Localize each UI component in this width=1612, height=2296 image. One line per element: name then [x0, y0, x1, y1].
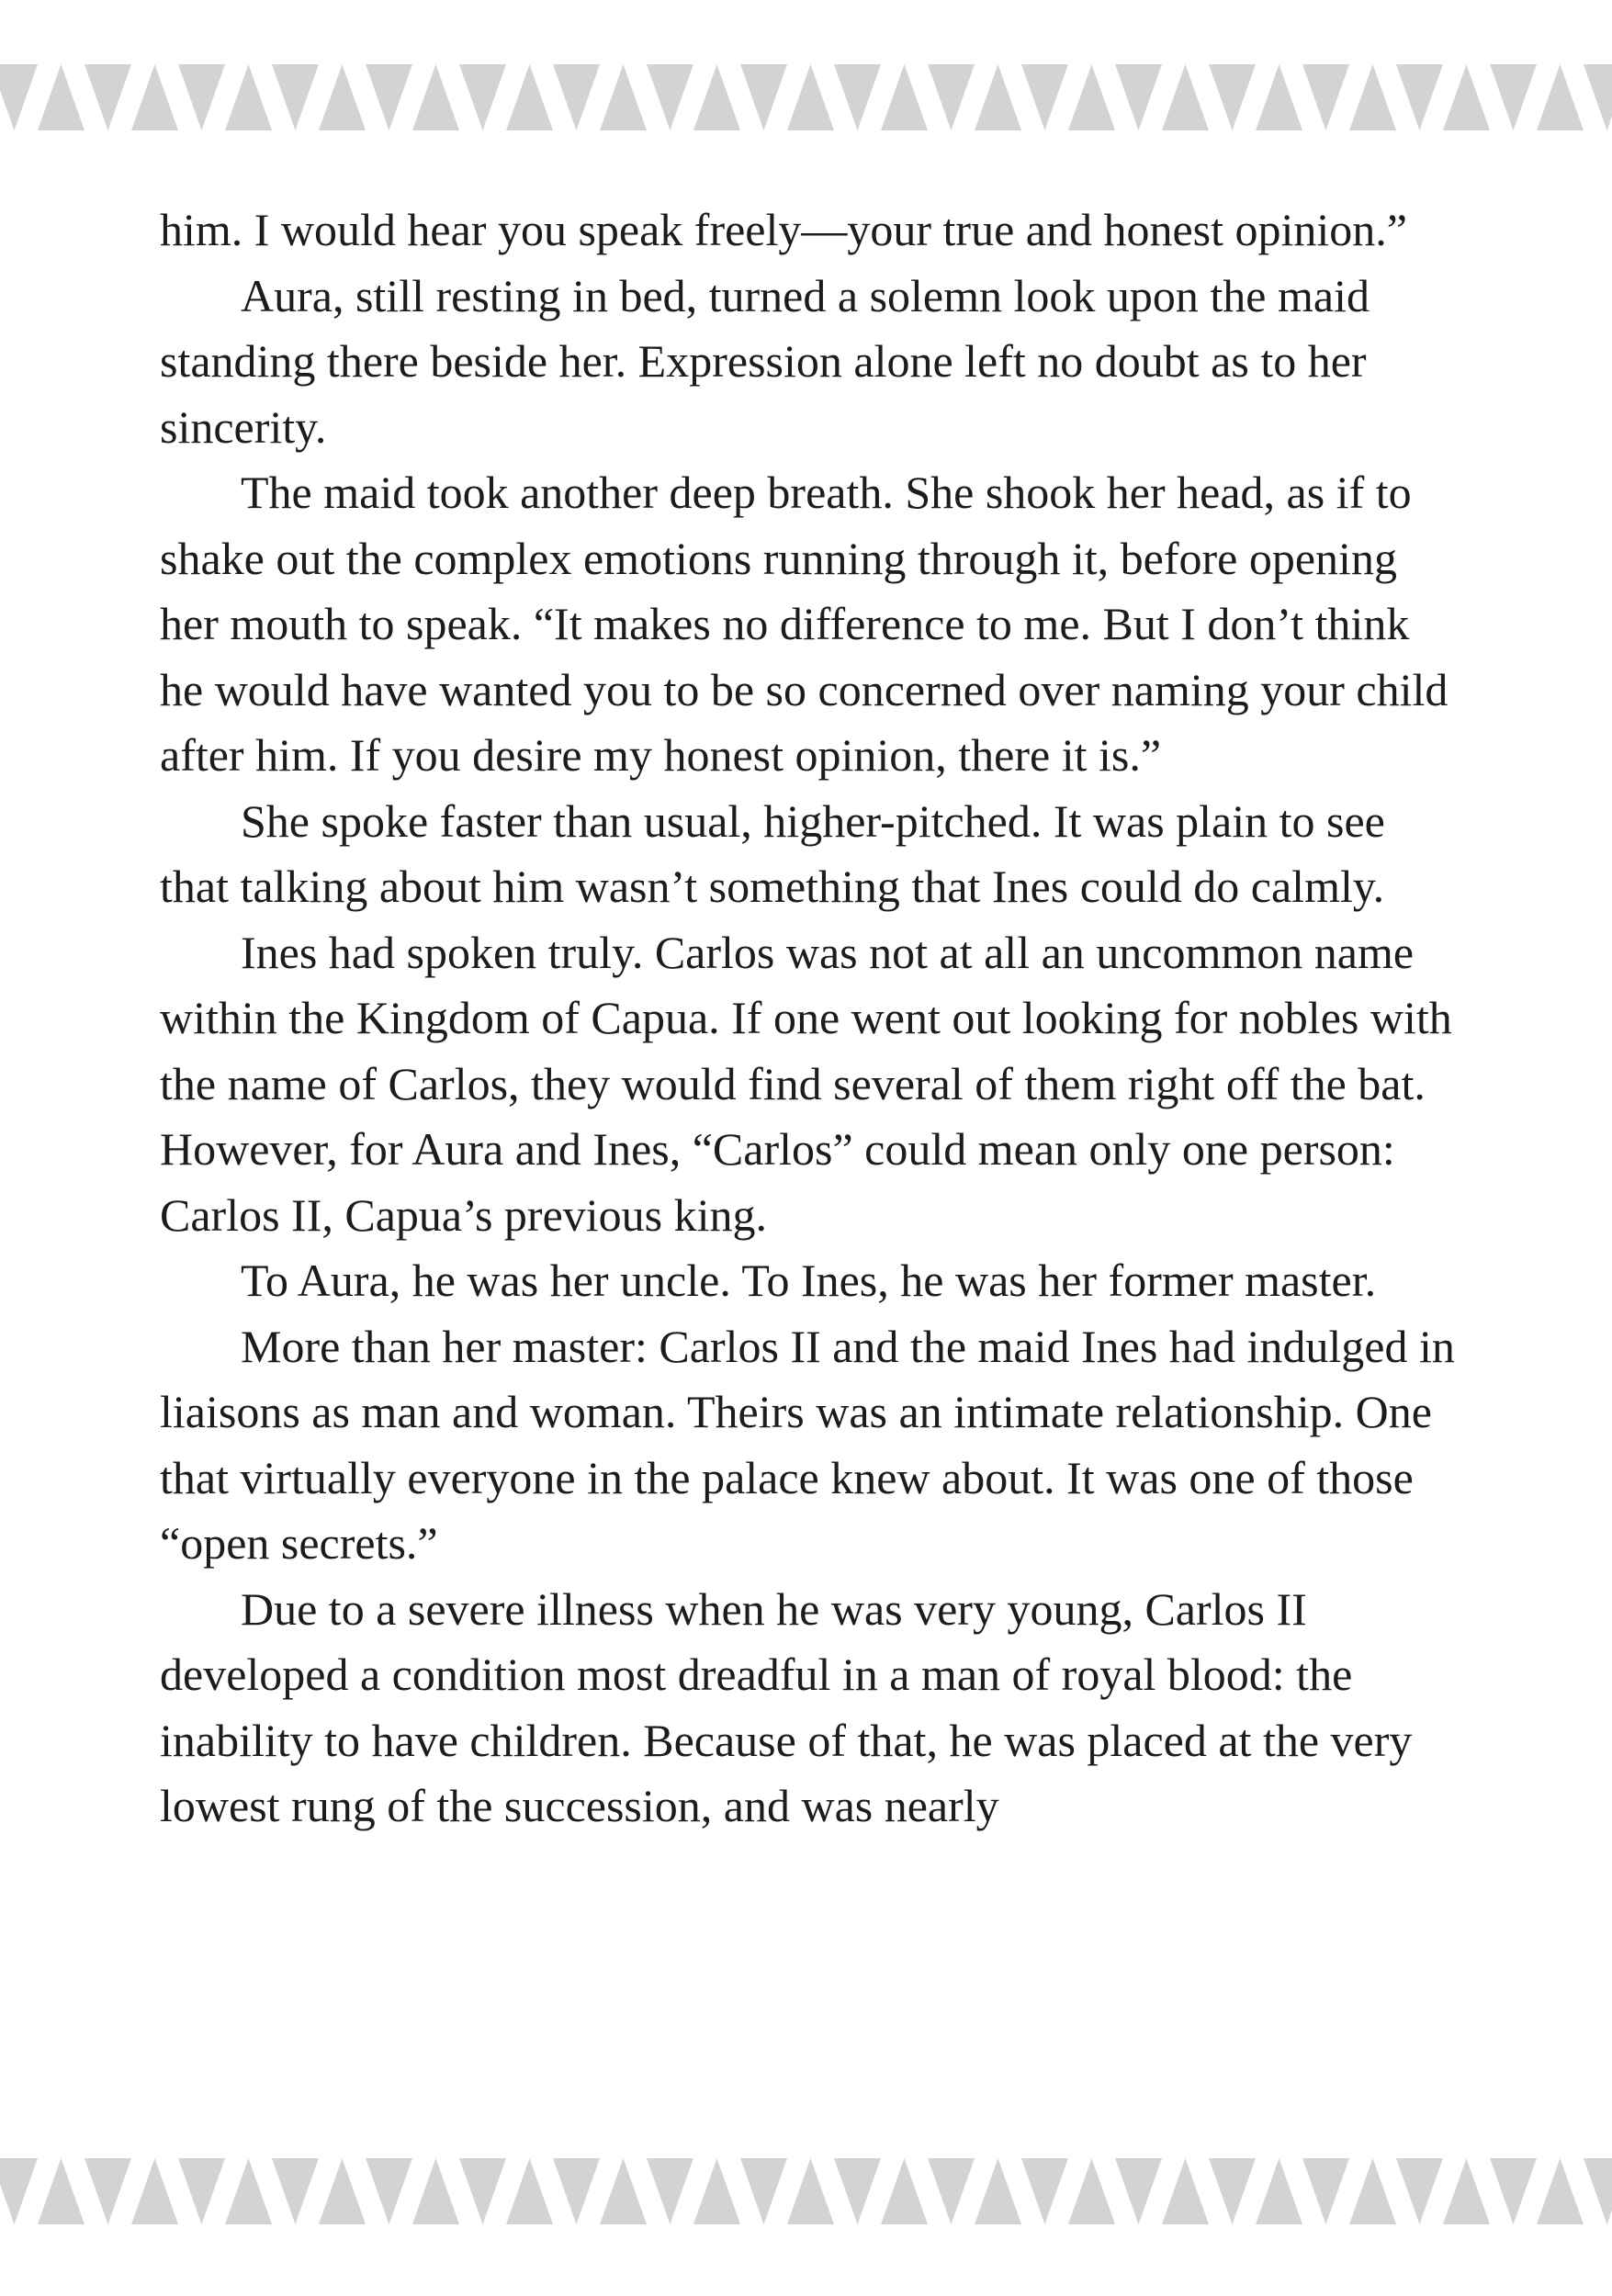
bottom-triangle-border — [0, 2153, 1612, 2226]
paragraph: The maid took another deep breath. She shook her head, as if to shake out the complex emotions running through it, before opening her mouth to speak. “It makes no difference to me. But I don’t think he would have wanted you to be so concerned over naming your child after him. If you desire my honest opinion, there it is.” — [160, 467, 1449, 781]
paragraph: Ines had spoken truly. Carlos was not at all an uncommon name within the Kingdom of Capua. If one went out looking for nobles with the name of Carlos, they would find several of them right off the bat. However, for Aura and Ines, “Carlos” could mean only one person: Carlos II, Capua’s previous king. — [160, 926, 1452, 1241]
paragraph: Aura, still resting in bed, turned a solemn look upon the maid standing there beside her. Expression alone left no doubt as to her sincerity. — [160, 269, 1370, 453]
top-triangle-border — [0, 59, 1612, 132]
paragraph: To Aura, he was her uncle. To Ines, he was her former master. — [241, 1255, 1377, 1306]
paragraph: She spoke faster than usual, higher-pitched. It was plain to see that talking about him wasn’t something that Ines could do calmly. — [160, 794, 1385, 912]
paragraph: Due to a severe illness when he was very young, Carlos II developed a condition most dreadful in a man of royal blood: the inability to have children. Because of that, he was placed at the very lowest rung of the succession, and was nearly — [160, 1582, 1413, 1831]
body-text — [160, 197, 1464, 1840]
paragraph: him. I would hear you speak freely—your true and honest opinion.” — [160, 204, 1407, 255]
paragraph: More than her master: Carlos II and the maid Ines had indulged in liaisons as man and woman. Theirs was an intimate relationship. One that virtually everyone in the palace knew about. It was one of those “open secrets.” — [160, 1320, 1455, 1569]
